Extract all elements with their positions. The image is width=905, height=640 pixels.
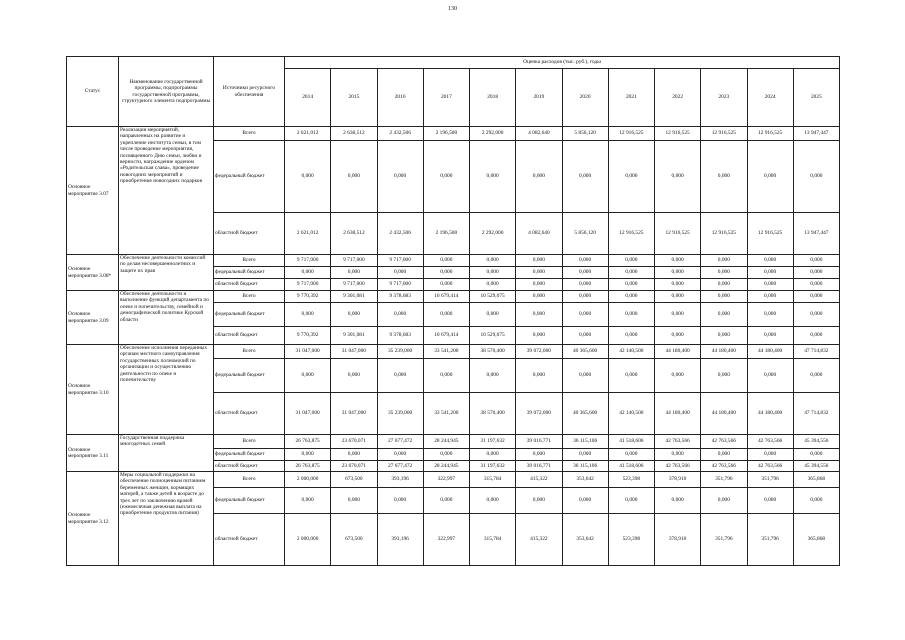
table-row	[67, 435, 840, 449]
cell-value-2015: 31 047,000	[331, 345, 377, 359]
cell-value-2016: 9 717,000	[377, 255, 423, 267]
row-status: Основное мероприятие 3.08*	[67, 255, 119, 291]
cell-value-2019: 0,000	[516, 279, 562, 291]
cell-value-2015: 2 638,512	[331, 213, 377, 255]
cell-value-2021: 42 140,500	[608, 345, 654, 359]
cell-value-2020: 0,000	[562, 267, 608, 279]
cell-value-2022: 378,910	[655, 514, 701, 566]
cell-value-2015: 673,500	[331, 514, 377, 566]
cell-value-2014: 2 621,012	[285, 127, 331, 141]
cell-value-2015: 9 717,000	[331, 279, 377, 291]
cell-value-2018: 0,000	[470, 141, 516, 213]
row-name: Меры социальной поддержки на обеспечение полноценным питанием беременных женщин, кормящих матерей, а также детей в возрасте до трех лет по заключению врачей (ежемесячная денежная выплата на приобретение продуктов питания)	[119, 472, 214, 566]
header-name: Наименование государственной программы, подпрограммы государственной программы, структурного элемента подпрограммы	[119, 57, 214, 127]
cell-value-2014: 9 717,000	[285, 255, 331, 267]
cell-value-2019: 0,000	[516, 291, 562, 303]
cell-value-2021: 523,398	[608, 514, 654, 566]
cell-value-2025: 365,868	[793, 514, 839, 566]
row-source: областной бюджет	[214, 393, 285, 435]
cell-value-2014: 31 047,000	[285, 345, 331, 359]
row-status: Основное мероприятие 3.10	[67, 345, 119, 435]
cell-value-2015: 23 670,071	[331, 435, 377, 449]
cell-value-2024: 351,796	[747, 472, 793, 488]
cell-value-2024: 0,000	[747, 279, 793, 291]
cell-value-2014: 26 763,875	[285, 435, 331, 449]
cell-value-2019: 39 072,000	[516, 393, 562, 435]
cell-value-2022: 378,910	[655, 472, 701, 488]
cell-value-2017: 33 541,200	[423, 393, 469, 435]
cell-value-2016: 9 378,683	[377, 291, 423, 303]
cell-value-2017: 0,000	[423, 449, 469, 461]
cell-value-2025: 0,000	[793, 303, 839, 327]
cell-value-2019: 415,322	[516, 514, 562, 566]
cell-value-2018: 10 529,075	[470, 327, 516, 345]
cell-value-2022: 44 180,400	[655, 345, 701, 359]
row-name: Реализация мероприятий, направленных на развитие и укрепление института семьи, в том числе проведение мероприятия, посвященного Дню семьи, любви и верности, награждение орденом «Родительская слава», проведение новогодних мероприятий и приобретение новогодних подарков	[119, 127, 214, 255]
cell-value-2016: 0,000	[377, 359, 423, 393]
cell-value-2021: 0,000	[608, 255, 654, 267]
cell-value-2018: 0,000	[470, 279, 516, 291]
row-source: Всего	[214, 291, 285, 303]
row-name: Государственная поддержка многодетных семей	[119, 435, 214, 472]
cell-value-2024: 44 180,400	[747, 393, 793, 435]
cell-value-2018: 315,784	[470, 472, 516, 488]
cell-value-2025: 0,000	[793, 327, 839, 345]
cell-value-2017: 322,997	[423, 472, 469, 488]
cell-value-2016: 27 677,472	[377, 461, 423, 472]
cell-value-2025: 0,000	[793, 291, 839, 303]
cell-value-2024: 44 180,400	[747, 345, 793, 359]
expenditure-table	[66, 56, 840, 566]
cell-value-2015: 9 301,081	[331, 291, 377, 303]
cell-value-2020: 0,000	[562, 488, 608, 514]
page-number: 130	[448, 6, 457, 12]
row-status: Основное мероприятие 3.09	[67, 291, 119, 345]
cell-value-2014: 0,000	[285, 303, 331, 327]
cell-value-2016: 0,000	[377, 488, 423, 514]
cell-value-2022: 0,000	[655, 488, 701, 514]
cell-value-2024: 0,000	[747, 255, 793, 267]
cell-value-2017: 33 541,200	[423, 345, 469, 359]
header-year-2024: 2024	[747, 69, 793, 127]
cell-value-2018: 10 529,075	[470, 291, 516, 303]
cell-value-2023: 0,000	[701, 488, 747, 514]
header-year-2019: 2019	[516, 69, 562, 127]
cell-value-2024: 42 763,566	[747, 461, 793, 472]
cell-value-2022: 44 180,400	[655, 393, 701, 435]
cell-value-2022: 12 916,525	[655, 127, 701, 141]
cell-value-2016: 393,196	[377, 514, 423, 566]
cell-value-2022: 0,000	[655, 291, 701, 303]
cell-value-2020: 0,000	[562, 327, 608, 345]
cell-value-2015: 673,500	[331, 472, 377, 488]
cell-value-2021: 0,000	[608, 327, 654, 345]
cell-value-2021: 42 140,500	[608, 393, 654, 435]
cell-value-2024: 0,000	[747, 449, 793, 461]
cell-value-2018: 0,000	[470, 449, 516, 461]
cell-value-2019: 39 016,771	[516, 435, 562, 449]
cell-value-2021: 0,000	[608, 141, 654, 213]
cell-value-2025: 0,000	[793, 267, 839, 279]
cell-value-2018: 0,000	[470, 267, 516, 279]
cell-value-2015: 0,000	[331, 303, 377, 327]
cell-value-2020: 353,642	[562, 514, 608, 566]
cell-value-2021: 0,000	[608, 291, 654, 303]
row-name: Обеспечение деятельности комиссий по делам несовершеннолетних и защите их прав	[119, 255, 214, 291]
cell-value-2021: 0,000	[608, 359, 654, 393]
cell-value-2016: 393,196	[377, 472, 423, 488]
cell-value-2022: 0,000	[655, 327, 701, 345]
cell-value-2019: 39 016,771	[516, 461, 562, 472]
row-source: федеральный бюджет	[214, 267, 285, 279]
cell-value-2016: 0,000	[377, 449, 423, 461]
table-row	[67, 291, 840, 303]
cell-value-2025: 365,868	[793, 472, 839, 488]
cell-value-2021: 12 916,525	[608, 213, 654, 255]
cell-value-2025: 0,000	[793, 255, 839, 267]
header-year-2025: 2025	[793, 69, 839, 127]
cell-value-2025: 0,000	[793, 359, 839, 393]
cell-value-2022: 42 763,566	[655, 461, 701, 472]
header-year-2015: 2015	[331, 69, 377, 127]
cell-value-2014: 9 770,392	[285, 291, 331, 303]
header-year-2023: 2023	[701, 69, 747, 127]
cell-value-2014: 9 770,392	[285, 327, 331, 345]
cell-value-2025: 45 394,556	[793, 435, 839, 449]
cell-value-2017: 28 244,945	[423, 435, 469, 449]
header-year-2022: 2022	[655, 69, 701, 127]
cell-value-2018: 0,000	[470, 303, 516, 327]
cell-value-2020: 0,000	[562, 279, 608, 291]
cell-value-2020: 40 365,600	[562, 345, 608, 359]
cell-value-2015: 9 301,081	[331, 327, 377, 345]
cell-value-2023: 0,000	[701, 267, 747, 279]
table-row	[67, 345, 840, 359]
cell-value-2016: 35 239,000	[377, 345, 423, 359]
table-row	[67, 127, 840, 141]
row-source: федеральный бюджет	[214, 141, 285, 213]
cell-value-2016: 0,000	[377, 267, 423, 279]
cell-value-2019: 415,322	[516, 472, 562, 488]
cell-value-2015: 31 047,000	[331, 393, 377, 435]
cell-value-2016: 0,000	[377, 141, 423, 213]
cell-value-2016: 2 432,506	[377, 127, 423, 141]
cell-value-2019: 0,000	[516, 488, 562, 514]
row-status: Основное мероприятие 3.12	[67, 472, 119, 566]
cell-value-2017: 0,000	[423, 303, 469, 327]
header-sources: Источники ресурсного обеспечения	[214, 57, 285, 127]
cell-value-2023: 0,000	[701, 279, 747, 291]
cell-value-2023: 0,000	[701, 303, 747, 327]
cell-value-2017: 0,000	[423, 141, 469, 213]
cell-value-2024: 0,000	[747, 267, 793, 279]
cell-value-2015: 0,000	[331, 359, 377, 393]
cell-value-2020: 5 856,120	[562, 127, 608, 141]
cell-value-2021: 12 916,525	[608, 127, 654, 141]
cell-value-2018: 31 197,632	[470, 435, 516, 449]
cell-value-2017: 0,000	[423, 255, 469, 267]
header-status: Статус	[67, 57, 119, 127]
cell-value-2018: 0,000	[470, 488, 516, 514]
row-source: федеральный бюджет	[214, 359, 285, 393]
cell-value-2018: 2 292,000	[470, 127, 516, 141]
cell-value-2014: 0,000	[285, 359, 331, 393]
row-source: областной бюджет	[214, 279, 285, 291]
cell-value-2021: 523,398	[608, 472, 654, 488]
header-year-2020: 2020	[562, 69, 608, 127]
cell-value-2020: 0,000	[562, 141, 608, 213]
cell-value-2023: 42 763,566	[701, 461, 747, 472]
cell-value-2023: 351,796	[701, 514, 747, 566]
row-source: федеральный бюджет	[214, 303, 285, 327]
cell-value-2014: 31 047,000	[285, 393, 331, 435]
cell-value-2019: 4 082,640	[516, 127, 562, 141]
cell-value-2015: 9 717,000	[331, 255, 377, 267]
expenditure-table-wrapper	[66, 56, 840, 566]
cell-value-2024: 351,796	[747, 514, 793, 566]
header-year-2014: 2014	[285, 69, 331, 127]
cell-value-2017: 2 196,500	[423, 127, 469, 141]
cell-value-2024: 0,000	[747, 488, 793, 514]
cell-value-2022: 0,000	[655, 255, 701, 267]
table-row	[67, 472, 840, 488]
cell-value-2017: 0,000	[423, 279, 469, 291]
cell-value-2020: 0,000	[562, 303, 608, 327]
cell-value-2023: 0,000	[701, 255, 747, 267]
cell-value-2021: 41 518,606	[608, 435, 654, 449]
cell-value-2017: 2 196,500	[423, 213, 469, 255]
row-status: Основное мероприятие 3.07	[67, 127, 119, 255]
cell-value-2020: 0,000	[562, 449, 608, 461]
cell-value-2025: 13 947,447	[793, 127, 839, 141]
cell-value-2020: 40 365,600	[562, 393, 608, 435]
row-status: Основное мероприятие 3.11	[67, 435, 119, 472]
cell-value-2020: 0,000	[562, 255, 608, 267]
cell-value-2024: 0,000	[747, 303, 793, 327]
cell-value-2020: 5 856,120	[562, 213, 608, 255]
cell-value-2017: 322,997	[423, 514, 469, 566]
cell-value-2022: 12 916,525	[655, 213, 701, 255]
cell-value-2025: 0,000	[793, 488, 839, 514]
cell-value-2023: 12 916,525	[701, 127, 747, 141]
cell-value-2023: 0,000	[701, 141, 747, 213]
cell-value-2023: 42 763,566	[701, 435, 747, 449]
cell-value-2021: 41 518,606	[608, 461, 654, 472]
row-source: Всего	[214, 127, 285, 141]
cell-value-2024: 12 916,525	[747, 127, 793, 141]
cell-value-2014: 9 717,000	[285, 279, 331, 291]
cell-value-2021: 0,000	[608, 279, 654, 291]
cell-value-2016: 9 378,683	[377, 327, 423, 345]
cell-value-2022: 0,000	[655, 449, 701, 461]
row-source: Всего	[214, 472, 285, 488]
cell-value-2023: 12 916,525	[701, 213, 747, 255]
cell-value-2019: 0,000	[516, 255, 562, 267]
cell-value-2018: 2 292,000	[470, 213, 516, 255]
cell-value-2019: 0,000	[516, 267, 562, 279]
cell-value-2019: 0,000	[516, 303, 562, 327]
row-source: областной бюджет	[214, 461, 285, 472]
row-source: областной бюджет	[214, 327, 285, 345]
row-source: федеральный бюджет	[214, 449, 285, 461]
cell-value-2025: 0,000	[793, 449, 839, 461]
cell-value-2019: 0,000	[516, 327, 562, 345]
cell-value-2023: 0,000	[701, 449, 747, 461]
cell-value-2017: 0,000	[423, 267, 469, 279]
cell-value-2019: 39 072,000	[516, 345, 562, 359]
cell-value-2022: 0,000	[655, 303, 701, 327]
cell-value-2020: 0,000	[562, 291, 608, 303]
cell-value-2015: 0,000	[331, 141, 377, 213]
cell-value-2023: 44 180,400	[701, 345, 747, 359]
cell-value-2018: 38 570,400	[470, 345, 516, 359]
header-year-2016: 2016	[377, 69, 423, 127]
cell-value-2017: 28 244,945	[423, 461, 469, 472]
cell-value-2024: 12 916,525	[747, 213, 793, 255]
cell-value-2025: 0,000	[793, 141, 839, 213]
cell-value-2014: 2 000,000	[285, 472, 331, 488]
cell-value-2018: 0,000	[470, 255, 516, 267]
cell-value-2014: 26 763,875	[285, 461, 331, 472]
cell-value-2021: 0,000	[608, 449, 654, 461]
cell-value-2025: 0,000	[793, 279, 839, 291]
cell-value-2016: 2 432,506	[377, 213, 423, 255]
cell-value-2025: 45 394,556	[793, 461, 839, 472]
cell-value-2022: 0,000	[655, 359, 701, 393]
cell-value-2017: 10 679,414	[423, 291, 469, 303]
cell-value-2025: 13 947,447	[793, 213, 839, 255]
cell-value-2025: 47 714,832	[793, 345, 839, 359]
cell-value-2023: 0,000	[701, 359, 747, 393]
cell-value-2014: 0,000	[285, 141, 331, 213]
cell-value-2015: 0,000	[331, 267, 377, 279]
cell-value-2017: 10 679,414	[423, 327, 469, 345]
cell-value-2019: 0,000	[516, 359, 562, 393]
cell-value-2015: 0,000	[331, 449, 377, 461]
row-name: Обеспечение исполнения переданных органам местного самоуправления государственных полномочий по организации и осуществлению деятельности по опеке и попечительству	[119, 345, 214, 435]
cell-value-2014: 0,000	[285, 267, 331, 279]
cell-value-2024: 0,000	[747, 141, 793, 213]
cell-value-2018: 315,784	[470, 514, 516, 566]
header-year-2018: 2018	[470, 69, 516, 127]
cell-value-2021: 0,000	[608, 488, 654, 514]
row-source: федеральный бюджет	[214, 488, 285, 514]
row-source: областной бюджет	[214, 514, 285, 566]
header-year-2017: 2017	[423, 69, 469, 127]
cell-value-2017: 0,000	[423, 488, 469, 514]
cell-value-2016: 35 239,000	[377, 393, 423, 435]
cell-value-2016: 27 677,472	[377, 435, 423, 449]
row-name: Обеспечение деятельности и выполнение функций департамента по опеке и попечительству, семейной и демографической политике Курской области	[119, 291, 214, 345]
cell-value-2020: 0,000	[562, 359, 608, 393]
cell-value-2023: 0,000	[701, 291, 747, 303]
table-row	[67, 255, 840, 267]
cell-value-2024: 42 763,566	[747, 435, 793, 449]
cell-value-2016: 9 717,000	[377, 279, 423, 291]
cell-value-2019: 0,000	[516, 449, 562, 461]
row-source: областной бюджет	[214, 213, 285, 255]
row-source: Всего	[214, 255, 285, 267]
cell-value-2021: 0,000	[608, 303, 654, 327]
header-year-2021: 2021	[608, 69, 654, 127]
cell-value-2019: 0,000	[516, 141, 562, 213]
cell-value-2020: 36 115,106	[562, 435, 608, 449]
cell-value-2016: 0,000	[377, 303, 423, 327]
cell-value-2014: 0,000	[285, 488, 331, 514]
cell-value-2024: 0,000	[747, 359, 793, 393]
cell-value-2024: 0,000	[747, 291, 793, 303]
cell-value-2023: 351,796	[701, 472, 747, 488]
cell-value-2014: 2 621,012	[285, 213, 331, 255]
cell-value-2019: 4 082,640	[516, 213, 562, 255]
cell-value-2020: 36 115,106	[562, 461, 608, 472]
cell-value-2017: 0,000	[423, 359, 469, 393]
cell-value-2023: 44 180,400	[701, 393, 747, 435]
cell-value-2018: 0,000	[470, 359, 516, 393]
row-source: Всего	[214, 345, 285, 359]
cell-value-2015: 2 638,512	[331, 127, 377, 141]
cell-value-2020: 353,642	[562, 472, 608, 488]
cell-value-2018: 31 197,632	[470, 461, 516, 472]
cell-value-2014: 0,000	[285, 449, 331, 461]
cell-value-2014: 2 000,000	[285, 514, 331, 566]
cell-value-2024: 0,000	[747, 327, 793, 345]
cell-value-2015: 23 670,071	[331, 461, 377, 472]
cell-value-2015: 0,000	[331, 488, 377, 514]
cell-value-2018: 38 570,400	[470, 393, 516, 435]
cell-value-2021: 0,000	[608, 267, 654, 279]
cell-value-2025: 47 714,832	[793, 393, 839, 435]
cell-value-2022: 0,000	[655, 279, 701, 291]
header-estimate: Оценка расходов (тыс. руб.), годы	[285, 57, 840, 69]
cell-value-2022: 0,000	[655, 267, 701, 279]
cell-value-2022: 0,000	[655, 141, 701, 213]
cell-value-2023: 0,000	[701, 327, 747, 345]
cell-value-2022: 42 763,566	[655, 435, 701, 449]
row-source: Всего	[214, 435, 285, 449]
